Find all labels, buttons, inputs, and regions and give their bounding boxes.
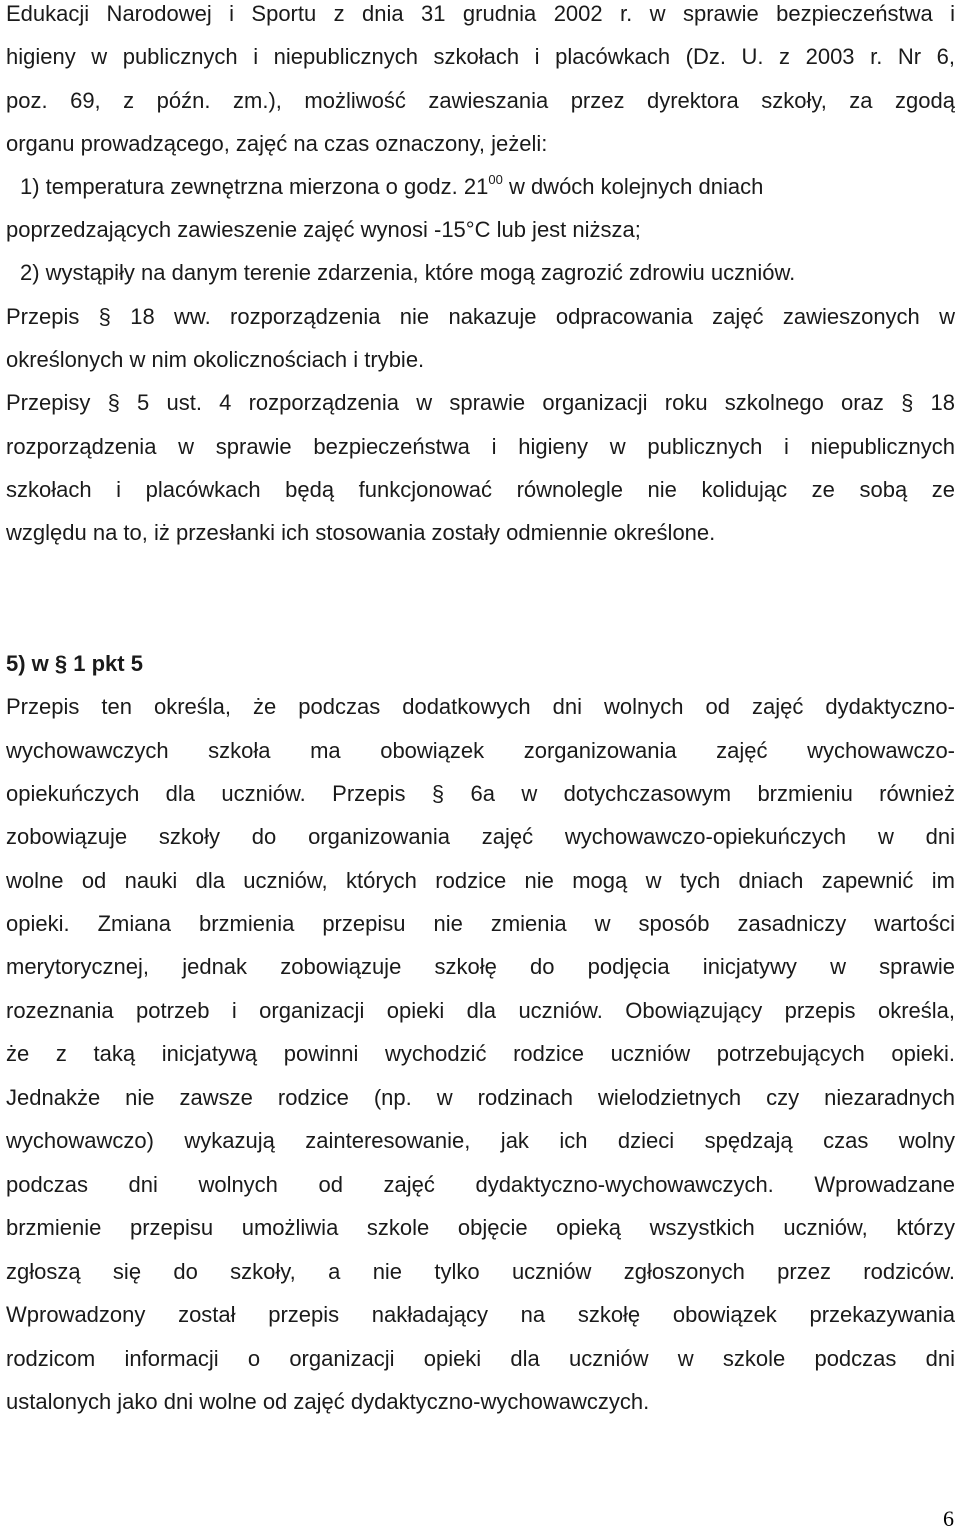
paragraph-line: Przepis § 18 ww. rozporządzenia nie nakazuje odpracowania zajęć zawieszonych w <box>6 304 955 329</box>
paragraph-line: rozporządzenia w sprawie bezpieczeństwa i higieny w publicznych i niepublicznych <box>6 434 955 459</box>
paragraph-line: podczas dni wolnych od zajęć dydaktyczno-wychowawczych. Wprowadzane <box>6 1172 955 1197</box>
list-item-1 <box>20 174 955 203</box>
paragraph-line: opiekuńczych dla uczniów. Przepis § 6a w dotychczasowym brzmieniu również <box>6 781 955 806</box>
paragraph-line: rodzicom informacji o organizacji opieki dla uczniów w szkole podczas dni <box>6 1346 955 1371</box>
page-number: 6 <box>943 1506 954 1531</box>
list-item-text: 1) temperatura zewnętrzna mierzona o godz. 21 <box>20 174 489 199</box>
superscript: 00 <box>488 172 503 187</box>
list-item-2: 2) wystąpiły na danym terenie zdarzenia, które mogą zagrozić zdrowiu uczniów. <box>20 260 796 285</box>
paragraph-line: Edukacji Narodowej i Sportu z dnia 31 grudnia 2002 r. w sprawie bezpieczeństwa i <box>6 1 955 26</box>
paragraph-line: Jednakże nie zawsze rodzice (np. w rodzinach wielodzietnych czy niezaradnych <box>6 1085 955 1110</box>
paragraph-line: poz. 69, z późn. zm.), możliwość zawieszania przez dyrektora szkoły, za zgodą <box>6 88 955 113</box>
paragraph-line: Wprowadzony został przepis nakładający na szkołę obowiązek przekazywania <box>6 1302 955 1327</box>
paragraph-line: organu prowadzącego, zajęć na czas oznaczony, jeżeli: <box>6 131 548 156</box>
paragraph-line: higieny w publicznych i niepublicznych szkołach i placówkach (Dz. U. z 2003 r. Nr 6, <box>6 44 955 69</box>
paragraph-line: opieki. Zmiana brzmienia przepisu nie zmienia w sposób zasadniczy wartości <box>6 911 955 936</box>
paragraph-line: określonych w nim okolicznościach i trybie. <box>6 347 425 372</box>
paragraph-line: merytorycznej, jednak zobowiązuje szkołę do podjęcia inicjatywy w sprawie <box>6 954 955 979</box>
paragraph-line: wychowawczo) wykazują zainteresowanie, jak ich dzieci spędzają czas wolny <box>6 1128 955 1153</box>
paragraph-line: wolne od nauki dla uczniów, których rodzice nie mogą w tych dniach zapewnić im <box>6 868 955 893</box>
paragraph-line: że z taką inicjatywą powinni wychodzić rodzice uczniów potrzebujących opieki. <box>6 1041 955 1066</box>
paragraph-line: Przepisy § 5 ust. 4 rozporządzenia w sprawie organizacji roku szkolnego oraz § 18 <box>6 390 955 415</box>
paragraph-line: zgłoszą się do szkoły, a nie tylko uczniów zgłoszonych przez rodziców. <box>6 1259 955 1284</box>
paragraph-line: wychowawczych szkoła ma obowiązek zorganizowania zajęć wychowawczo- <box>6 738 955 763</box>
paragraph-line: brzmienie przepisu umożliwia szkole objęcie opieką wszystkich uczniów, którzy <box>6 1215 955 1240</box>
list-item-text: w dwóch kolejnych dniach <box>502 174 764 199</box>
paragraph-line: rozeznania potrzeb i organizacji opieki dla uczniów. Obowiązujący przepis określa, <box>6 998 955 1023</box>
paragraph-line: szkołach i placówkach będą funkcjonować równolegle nie kolidując ze sobą ze <box>6 477 955 502</box>
list-item-1-continuation: poprzedzających zawieszenie zajęć wynosi -15°C lub jest niższa; <box>6 217 641 242</box>
section-heading: 5) w § 1 pkt 5 <box>6 651 143 676</box>
paragraph-line: zobowiązuje szkoły do organizowania zajęć wychowawczo-opiekuńczych w dni <box>6 824 955 849</box>
paragraph-line: ustalonych jako dni wolne od zajęć dydaktyczno-wychowawczych. <box>6 1389 650 1414</box>
paragraph-line: Przepis ten określa, że podczas dodatkowych dni wolnych od zajęć dydaktyczno- <box>6 694 955 719</box>
paragraph-line: względu na to, iż przesłanki ich stosowania zostały odmiennie określone. <box>6 520 716 545</box>
